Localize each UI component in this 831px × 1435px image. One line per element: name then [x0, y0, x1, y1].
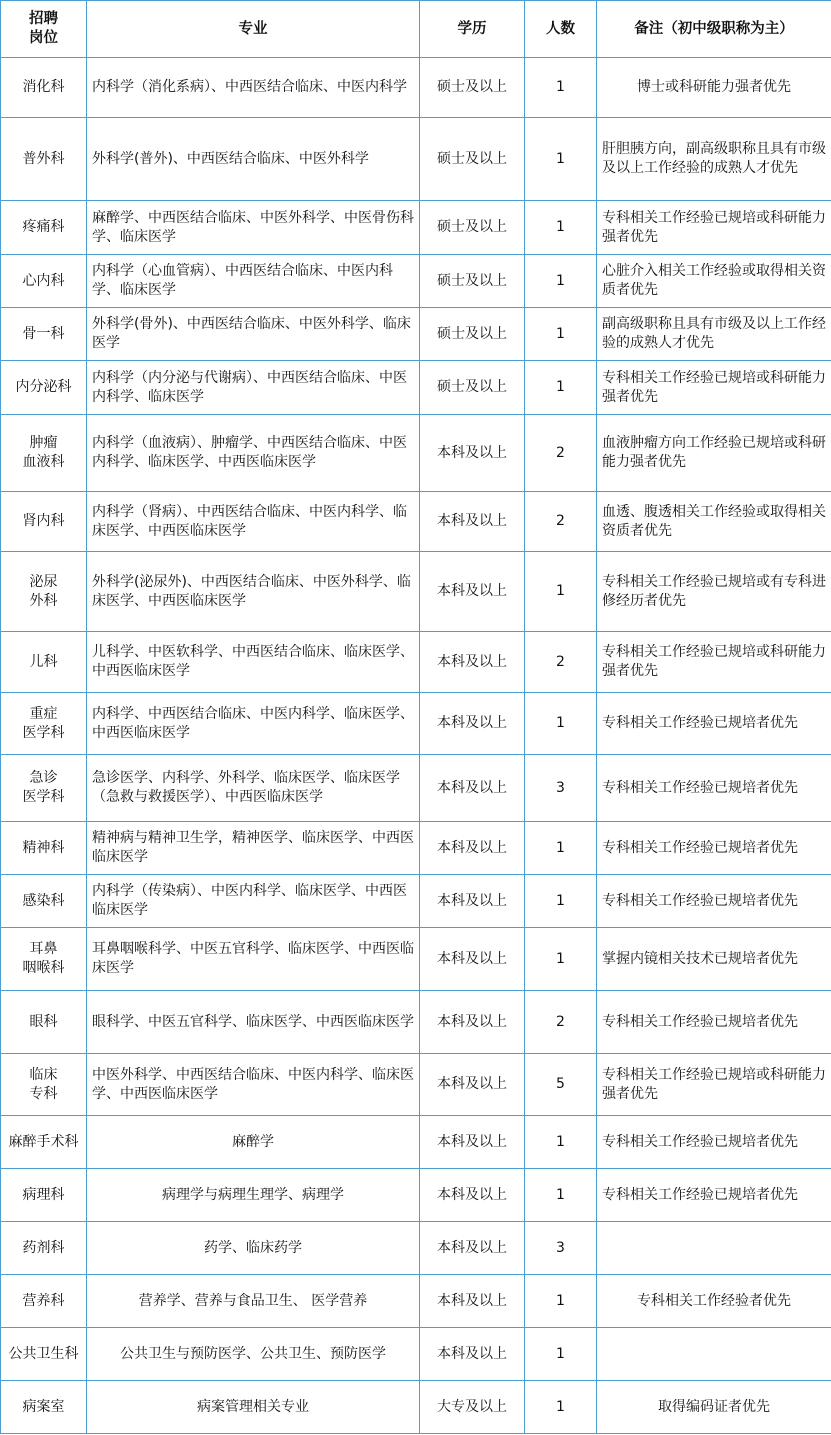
cell-education: 本科及以上 — [420, 552, 525, 632]
table-row — [1, 492, 831, 552]
cell-education: 硕士及以上 — [420, 255, 525, 308]
table-row — [1, 693, 831, 755]
cell-education: 硕士及以上 — [420, 201, 525, 255]
table-row — [1, 58, 831, 118]
cell-education: 本科及以上 — [420, 875, 525, 928]
cell-education: 本科及以上 — [420, 1169, 525, 1222]
header-major: 专业 — [87, 1, 420, 58]
cell-note: 博士或科研能力强者优先 — [597, 58, 831, 118]
cell-post: 麻醉手术科 — [1, 1116, 87, 1169]
cell-count: 2 — [525, 991, 597, 1054]
cell-note: 专科相关工作经验已规培者优先 — [597, 875, 831, 928]
cell-major: 公共卫生与预防医学、公共卫生、预防医学 — [87, 1328, 420, 1381]
table-row — [1, 415, 831, 492]
cell-education: 硕士及以上 — [420, 58, 525, 118]
cell-major: 内科学（内分泌与代谢病）、中西医结合临床、中医内科学、临床医学 — [87, 361, 420, 415]
cell-major: 外科学(泌尿外)、中西医结合临床、中医外科学、临床医学、中西医临床医学 — [87, 552, 420, 632]
table-row — [1, 1116, 831, 1169]
cell-note: 专科相关工作经验已规培者优先 — [597, 1169, 831, 1222]
cell-post: 消化科 — [1, 58, 87, 118]
cell-post: 病案室 — [1, 1381, 87, 1434]
cell-major: 急诊医学、内科学、外科学、临床医学、临床医学（急救与救援医学）、中西医临床医学 — [87, 755, 420, 822]
cell-major: 儿科学、中医软科学、中西医结合临床、临床医学、中西医临床医学 — [87, 632, 420, 693]
table-row — [1, 875, 831, 928]
header-count: 人数 — [525, 1, 597, 58]
cell-count: 5 — [525, 1054, 597, 1116]
cell-note: 专科相关工作经验已规培或科研能力强者优先 — [597, 201, 831, 255]
table-row — [1, 361, 831, 415]
cell-education: 本科及以上 — [420, 693, 525, 755]
cell-major: 内科学（肾病）、中西医结合临床、中医内科学、临床医学、中西医临床医学 — [87, 492, 420, 552]
cell-major: 内科学、中西医结合临床、中医内科学、临床医学、中西医临床医学 — [87, 693, 420, 755]
cell-major: 外科学(骨外)、中西医结合临床、中医外科学、临床医学 — [87, 308, 420, 361]
cell-note: 专科相关工作经验已规培或有专科进修经历者优先 — [597, 552, 831, 632]
table-row — [1, 991, 831, 1054]
table-row — [1, 1054, 831, 1116]
table-row — [1, 201, 831, 255]
header-post — [1, 1, 87, 58]
cell-note: 专科相关工作经验已规培者优先 — [597, 991, 831, 1054]
cell-count: 1 — [525, 1381, 597, 1434]
cell-post: 普外科 — [1, 118, 87, 201]
cell-count: 1 — [525, 822, 597, 875]
table-body — [1, 58, 831, 1434]
cell-education: 本科及以上 — [420, 1328, 525, 1381]
cell-post: 病理科 — [1, 1169, 87, 1222]
cell-count: 2 — [525, 415, 597, 492]
cell-education: 硕士及以上 — [420, 118, 525, 201]
cell-count: 2 — [525, 492, 597, 552]
table-row — [1, 1169, 831, 1222]
cell-post: 重症 医学科 — [1, 693, 87, 755]
table-row — [1, 755, 831, 822]
cell-count: 1 — [525, 552, 597, 632]
table-row — [1, 308, 831, 361]
cell-count: 1 — [525, 928, 597, 991]
cell-education: 本科及以上 — [420, 1116, 525, 1169]
cell-major: 病案管理相关专业 — [87, 1381, 420, 1434]
cell-education: 本科及以上 — [420, 991, 525, 1054]
cell-post: 精神科 — [1, 822, 87, 875]
table-row — [1, 255, 831, 308]
cell-post: 疼痛科 — [1, 201, 87, 255]
cell-education: 本科及以上 — [420, 415, 525, 492]
table-row — [1, 1381, 831, 1434]
cell-count: 1 — [525, 201, 597, 255]
cell-post: 感染科 — [1, 875, 87, 928]
cell-post: 泌尿 外科 — [1, 552, 87, 632]
cell-note: 专科相关工作经验已规培者优先 — [597, 693, 831, 755]
cell-post: 营养科 — [1, 1275, 87, 1328]
cell-note: 副高级职称且具有市级及以上工作经验的成熟人才优先 — [597, 308, 831, 361]
header-row — [1, 1, 831, 58]
header-note: 备注（初中级职称为主） — [597, 1, 831, 58]
cell-count: 1 — [525, 1116, 597, 1169]
cell-post: 眼科 — [1, 991, 87, 1054]
cell-note: 专科相关工作经验已规培者优先 — [597, 1116, 831, 1169]
cell-count: 1 — [525, 1328, 597, 1381]
cell-major: 药学、临床药学 — [87, 1222, 420, 1275]
cell-major: 营养学、营养与食品卫生、 医学营养 — [87, 1275, 420, 1328]
cell-count: 1 — [525, 118, 597, 201]
table-row — [1, 1275, 831, 1328]
cell-count: 1 — [525, 308, 597, 361]
cell-major: 内科学（血液病）、肿瘤学、中西医结合临床、中医内科学、临床医学、中西医临床医学 — [87, 415, 420, 492]
cell-education: 本科及以上 — [420, 632, 525, 693]
cell-count: 1 — [525, 58, 597, 118]
cell-note: 心脏介入相关工作经验或取得相关资质者优先 — [597, 255, 831, 308]
cell-count: 3 — [525, 1222, 597, 1275]
table-row — [1, 928, 831, 991]
cell-education: 本科及以上 — [420, 1054, 525, 1116]
cell-count: 1 — [525, 1169, 597, 1222]
cell-post: 肾内科 — [1, 492, 87, 552]
cell-major: 内科学（消化系病）、中西医结合临床、中医内科学 — [87, 58, 420, 118]
cell-education: 本科及以上 — [420, 1222, 525, 1275]
cell-note — [597, 1222, 831, 1275]
cell-note — [597, 1328, 831, 1381]
cell-major: 外科学(普外)、中西医结合临床、中医外科学 — [87, 118, 420, 201]
cell-education: 大专及以上 — [420, 1381, 525, 1434]
cell-post: 儿科 — [1, 632, 87, 693]
cell-major: 病理学与病理生理学、病理学 — [87, 1169, 420, 1222]
table-row — [1, 1328, 831, 1381]
table-row — [1, 552, 831, 632]
cell-major: 耳鼻咽喉科学、中医五官科学、临床医学、中西医临床医学 — [87, 928, 420, 991]
cell-note: 专科相关工作经验已规培或科研能力强者优先 — [597, 361, 831, 415]
cell-education: 本科及以上 — [420, 492, 525, 552]
cell-major: 内科学（传染病）、中医内科学、临床医学、中西医临床医学 — [87, 875, 420, 928]
cell-post: 临床 专科 — [1, 1054, 87, 1116]
cell-count: 1 — [525, 361, 597, 415]
cell-major: 精神病与精神卫生学，精神医学、临床医学、中西医临床医学 — [87, 822, 420, 875]
table-row — [1, 632, 831, 693]
header-education: 学历 — [420, 1, 525, 58]
header-post-line1: 招聘 — [29, 11, 58, 27]
cell-major: 眼科学、中医五官科学、临床医学、中西医临床医学 — [87, 991, 420, 1054]
cell-major: 麻醉学 — [87, 1116, 420, 1169]
cell-education: 硕士及以上 — [420, 361, 525, 415]
cell-count: 2 — [525, 632, 597, 693]
cell-post: 耳鼻 咽喉科 — [1, 928, 87, 991]
cell-major: 中医外科学、中西医结合临床、中医内科学、临床医学、中西医临床医学 — [87, 1054, 420, 1116]
cell-note: 血透、腹透相关工作经验或取得相关资质者优先 — [597, 492, 831, 552]
cell-note: 专科相关工作经验已规培或科研能力强者优先 — [597, 1054, 831, 1116]
cell-education: 本科及以上 — [420, 1275, 525, 1328]
cell-education: 本科及以上 — [420, 822, 525, 875]
cell-count: 1 — [525, 693, 597, 755]
cell-note: 专科相关工作经验已规培者优先 — [597, 755, 831, 822]
cell-post: 骨一科 — [1, 308, 87, 361]
cell-education: 本科及以上 — [420, 755, 525, 822]
cell-count: 3 — [525, 755, 597, 822]
cell-note: 专科相关工作经验者优先 — [597, 1275, 831, 1328]
table-row — [1, 822, 831, 875]
cell-note: 专科相关工作经验已规培或科研能力强者优先 — [597, 632, 831, 693]
cell-note: 取得编码证者优先 — [597, 1381, 831, 1434]
cell-note: 肝胆胰方向，副高级职称且具有市级及以上工作经验的成熟人才优先 — [597, 118, 831, 201]
cell-note: 专科相关工作经验已规培者优先 — [597, 822, 831, 875]
cell-post: 急诊 医学科 — [1, 755, 87, 822]
cell-count: 1 — [525, 1275, 597, 1328]
cell-post: 公共卫生科 — [1, 1328, 87, 1381]
cell-post: 药剂科 — [1, 1222, 87, 1275]
table-row — [1, 1222, 831, 1275]
cell-count: 1 — [525, 255, 597, 308]
cell-education: 硕士及以上 — [420, 308, 525, 361]
cell-post: 内分泌科 — [1, 361, 87, 415]
cell-post: 肿瘤 血液科 — [1, 415, 87, 492]
cell-education: 本科及以上 — [420, 928, 525, 991]
header-post-line2: 岗位 — [29, 30, 58, 46]
cell-post: 心内科 — [1, 255, 87, 308]
cell-major: 内科学（心血管病）、中西医结合临床、中医内科学、临床医学 — [87, 255, 420, 308]
cell-note: 血液肿瘤方向工作经验已规培或科研能力强者优先 — [597, 415, 831, 492]
table-row — [1, 118, 831, 201]
cell-count: 1 — [525, 875, 597, 928]
cell-note: 掌握内镜相关技术已规培者优先 — [597, 928, 831, 991]
cell-major: 麻醉学、中西医结合临床、中医外科学、中医骨伤科学、临床医学 — [87, 201, 420, 255]
